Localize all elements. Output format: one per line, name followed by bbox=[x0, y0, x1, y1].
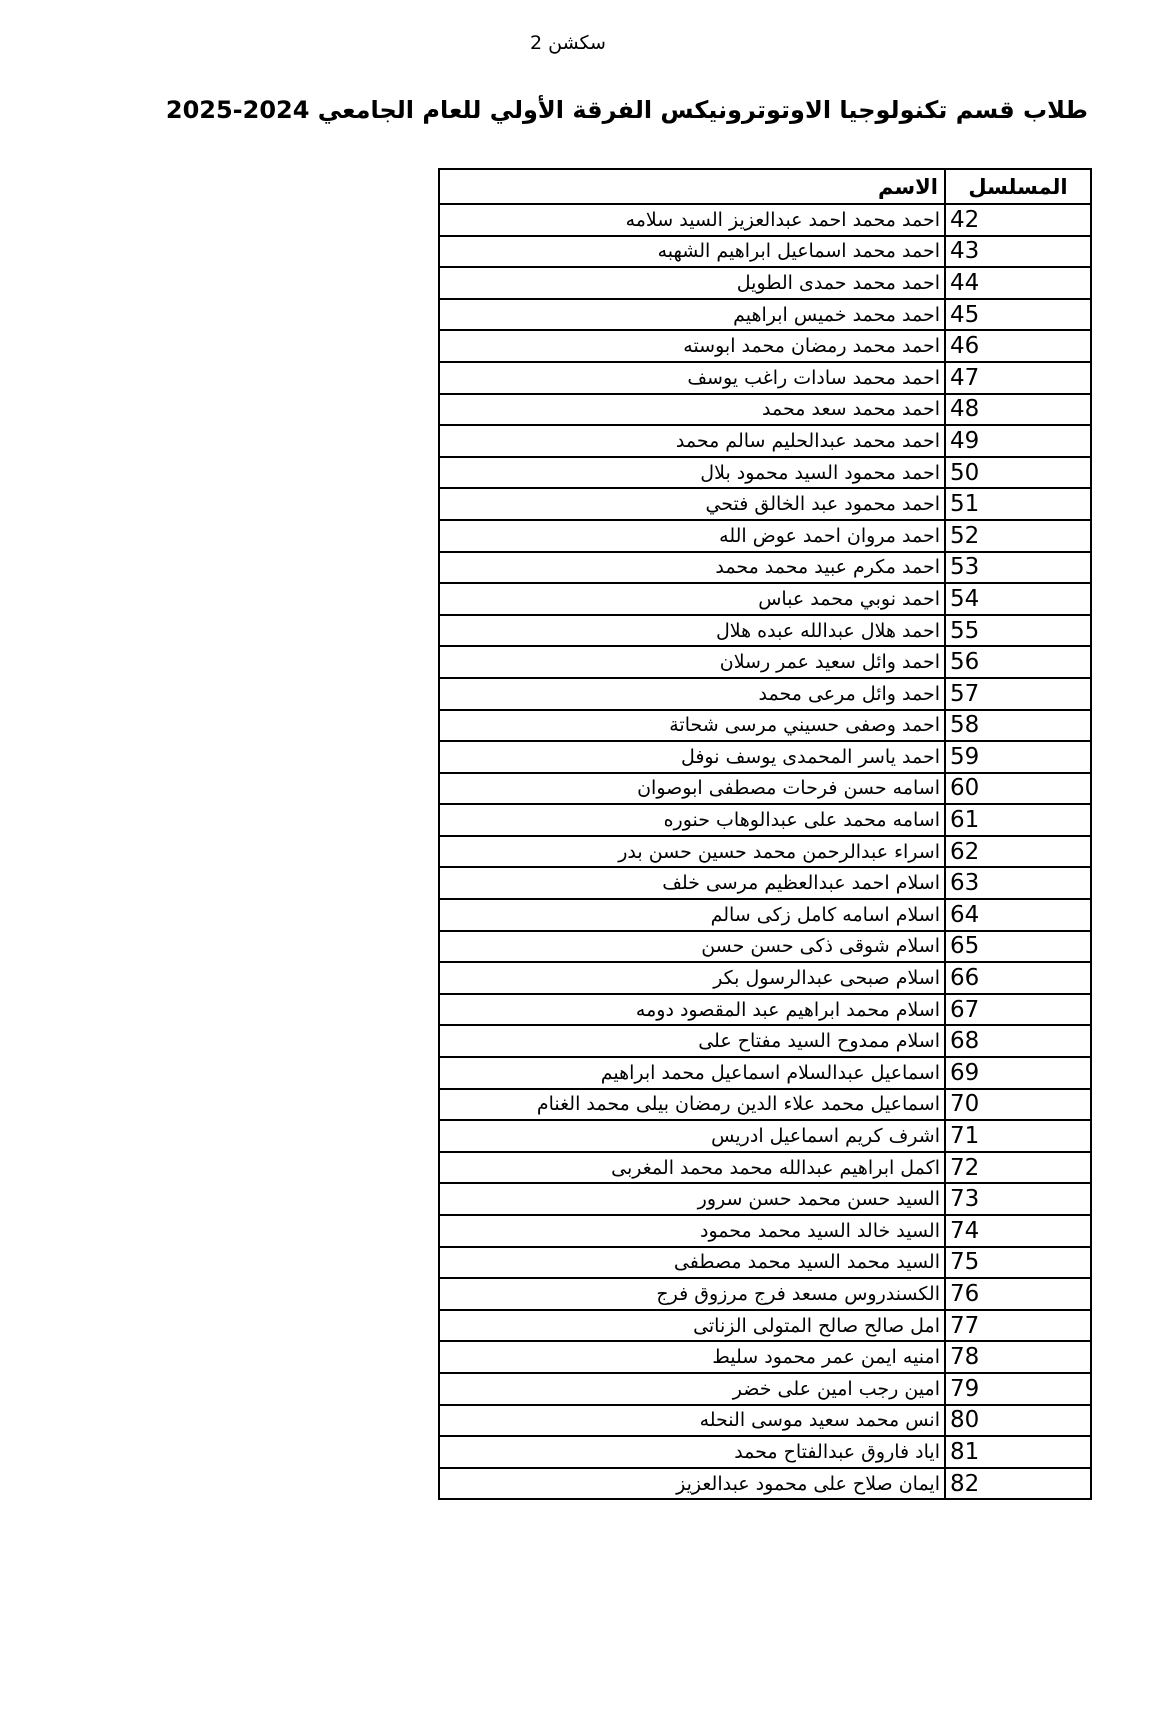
table-row bbox=[439, 1057, 1091, 1089]
serial-number-cell: 78 bbox=[945, 1341, 1091, 1373]
student-name-cell: اسلام ممدوح السيد مفتاح على bbox=[439, 1025, 945, 1057]
serial-number-cell: 57 bbox=[945, 678, 1091, 710]
serial-column-header: المسلسل bbox=[945, 169, 1091, 204]
serial-number-cell: 60 bbox=[945, 773, 1091, 805]
table-row bbox=[439, 267, 1091, 299]
table-row bbox=[439, 457, 1091, 489]
student-name-cell: احمد محمد خميس ابراهيم bbox=[439, 299, 945, 331]
student-name-cell: احمد محمد رمضان محمد ابوسته bbox=[439, 330, 945, 362]
table-row bbox=[439, 962, 1091, 994]
student-name-cell: احمد مروان احمد عوض الله bbox=[439, 520, 945, 552]
student-name-cell: السيد خالد السيد محمد محمود bbox=[439, 1215, 945, 1247]
table-row bbox=[439, 362, 1091, 394]
table-row bbox=[439, 1405, 1091, 1437]
serial-number-cell: 46 bbox=[945, 330, 1091, 362]
table-row bbox=[439, 1152, 1091, 1184]
student-name-cell: احمد محمد سادات راغب يوسف bbox=[439, 362, 945, 394]
student-name-cell: انس محمد سعيد موسى النحله bbox=[439, 1405, 945, 1437]
table-row bbox=[439, 299, 1091, 331]
serial-number-cell: 43 bbox=[945, 236, 1091, 268]
student-name-cell: اشرف كريم اسماعيل ادريس bbox=[439, 1120, 945, 1152]
serial-number-cell: 44 bbox=[945, 267, 1091, 299]
student-name-cell: احمد محمد سعد محمد bbox=[439, 394, 945, 426]
student-name-cell: احمد مكرم عبيد محمد محمد bbox=[439, 552, 945, 584]
table-row bbox=[439, 520, 1091, 552]
serial-number-cell: 82 bbox=[945, 1468, 1091, 1500]
serial-number-cell: 80 bbox=[945, 1405, 1091, 1437]
table-row bbox=[439, 867, 1091, 899]
serial-number-cell: 69 bbox=[945, 1057, 1091, 1089]
serial-number-cell: 56 bbox=[945, 646, 1091, 678]
serial-number-cell: 65 bbox=[945, 931, 1091, 963]
serial-number-cell: 48 bbox=[945, 394, 1091, 426]
student-name-cell: الكسندروس مسعد فرج مرزوق فرج bbox=[439, 1278, 945, 1310]
table-row bbox=[439, 1247, 1091, 1279]
table-row bbox=[439, 394, 1091, 426]
table-row bbox=[439, 425, 1091, 457]
table-row bbox=[439, 994, 1091, 1026]
serial-number-cell: 47 bbox=[945, 362, 1091, 394]
serial-number-cell: 45 bbox=[945, 299, 1091, 331]
student-name-cell: اسراء عبدالرحمن محمد حسين حسن بدر bbox=[439, 836, 945, 868]
table-row bbox=[439, 1436, 1091, 1468]
student-name-cell: احمد نوبي محمد عباس bbox=[439, 583, 945, 615]
table-row bbox=[439, 583, 1091, 615]
student-name-cell: اسامه حسن فرحات مصطفى ابوصوان bbox=[439, 773, 945, 805]
student-name-cell: احمد وائل مرعى محمد bbox=[439, 678, 945, 710]
serial-number-cell: 67 bbox=[945, 994, 1091, 1026]
serial-number-cell: 66 bbox=[945, 962, 1091, 994]
serial-number-cell: 71 bbox=[945, 1120, 1091, 1152]
serial-number-cell: 74 bbox=[945, 1215, 1091, 1247]
student-name-cell: احمد محمد عبدالحليم سالم محمد bbox=[439, 425, 945, 457]
student-name-cell: احمد محمد احمد عبدالعزيز السيد سلامه bbox=[439, 204, 945, 236]
student-name-cell: احمد ياسر المحمدى يوسف نوفل bbox=[439, 741, 945, 773]
student-name-cell: احمد محمد حمدى الطويل bbox=[439, 267, 945, 299]
serial-number-cell: 58 bbox=[945, 710, 1091, 742]
table-row bbox=[439, 1025, 1091, 1057]
serial-number-cell: 59 bbox=[945, 741, 1091, 773]
serial-number-cell: 72 bbox=[945, 1152, 1091, 1184]
table-row bbox=[439, 1468, 1091, 1500]
table-row bbox=[439, 710, 1091, 742]
serial-number-cell: 49 bbox=[945, 425, 1091, 457]
student-name-cell: اسماعيل عبدالسلام اسماعيل محمد ابراهيم bbox=[439, 1057, 945, 1089]
serial-number-cell: 62 bbox=[945, 836, 1091, 868]
table-row bbox=[439, 615, 1091, 647]
student-name-cell: احمد وصفى حسيني مرسى شحاتة bbox=[439, 710, 945, 742]
student-name-cell: اسامه محمد على عبدالوهاب حنوره bbox=[439, 804, 945, 836]
serial-number-cell: 73 bbox=[945, 1183, 1091, 1215]
section-label: سكشن 2 bbox=[530, 32, 606, 54]
student-name-cell: احمد محمد اسماعيل ابراهيم الشهبه bbox=[439, 236, 945, 268]
student-name-cell: امل صالح صالح المتولى الزناتى bbox=[439, 1310, 945, 1342]
student-name-cell: السيد حسن محمد حسن سرور bbox=[439, 1183, 945, 1215]
name-column-header: الاسم bbox=[439, 169, 945, 204]
table-row bbox=[439, 836, 1091, 868]
student-name-cell: ايمان صلاح على محمود عبدالعزيز bbox=[439, 1468, 945, 1500]
table-row bbox=[439, 1310, 1091, 1342]
table-row bbox=[439, 1183, 1091, 1215]
table-row bbox=[439, 1341, 1091, 1373]
table-row bbox=[439, 552, 1091, 584]
serial-number-cell: 77 bbox=[945, 1310, 1091, 1342]
table-body bbox=[439, 204, 1091, 1499]
student-name-cell: السيد محمد السيد محمد مصطفى bbox=[439, 1247, 945, 1279]
serial-number-cell: 70 bbox=[945, 1089, 1091, 1121]
serial-number-cell: 53 bbox=[945, 552, 1091, 584]
serial-number-cell: 75 bbox=[945, 1247, 1091, 1279]
table-row bbox=[439, 1120, 1091, 1152]
serial-number-cell: 76 bbox=[945, 1278, 1091, 1310]
serial-number-cell: 55 bbox=[945, 615, 1091, 647]
table-row bbox=[439, 931, 1091, 963]
table-row bbox=[439, 646, 1091, 678]
serial-number-cell: 52 bbox=[945, 520, 1091, 552]
student-name-cell: احمد محمود عبد الخالق فتحي bbox=[439, 488, 945, 520]
table-row bbox=[439, 1089, 1091, 1121]
table-row bbox=[439, 236, 1091, 268]
table-row bbox=[439, 488, 1091, 520]
student-name-cell: اسلام اسامه كامل زكى سالم bbox=[439, 899, 945, 931]
student-name-cell: احمد هلال عبدالله عبده هلال bbox=[439, 615, 945, 647]
serial-number-cell: 42 bbox=[945, 204, 1091, 236]
table-row bbox=[439, 741, 1091, 773]
student-roster-table bbox=[438, 168, 1092, 1500]
table-row bbox=[439, 1373, 1091, 1405]
table-row bbox=[439, 804, 1091, 836]
table-row bbox=[439, 330, 1091, 362]
student-name-cell: احمد وائل سعيد عمر رسلان bbox=[439, 646, 945, 678]
table-header-row bbox=[439, 169, 1091, 204]
serial-number-cell: 68 bbox=[945, 1025, 1091, 1057]
table-row bbox=[439, 899, 1091, 931]
student-name-cell: اسلام محمد ابراهيم عبد المقصود دومه bbox=[439, 994, 945, 1026]
table-row bbox=[439, 204, 1091, 236]
student-name-cell: امين رجب امين على خضر bbox=[439, 1373, 945, 1405]
student-name-cell: اسلام صبحى عبدالرسول بكر bbox=[439, 962, 945, 994]
serial-number-cell: 63 bbox=[945, 867, 1091, 899]
student-name-cell: اسماعيل محمد علاء الدين رمضان بيلى محمد الغنام bbox=[439, 1089, 945, 1121]
serial-number-cell: 51 bbox=[945, 488, 1091, 520]
serial-number-cell: 79 bbox=[945, 1373, 1091, 1405]
serial-number-cell: 61 bbox=[945, 804, 1091, 836]
table-row bbox=[439, 1278, 1091, 1310]
student-name-cell: اياد فاروق عبدالفتاح محمد bbox=[439, 1436, 945, 1468]
student-name-cell: امنيه ايمن عمر محمود سليط bbox=[439, 1341, 945, 1373]
table-row bbox=[439, 678, 1091, 710]
document-title: طلاب قسم تكنولوجيا الاوتوترونيكس الفرقة الأولي للعام الجامعي 2024-2025 bbox=[165, 96, 1088, 124]
serial-number-cell: 64 bbox=[945, 899, 1091, 931]
serial-number-cell: 50 bbox=[945, 457, 1091, 489]
student-name-cell: اسلام احمد عبدالعظيم مرسى خلف bbox=[439, 867, 945, 899]
student-name-cell: اكمل ابراهيم عبدالله محمد محمد المغربى bbox=[439, 1152, 945, 1184]
table-row bbox=[439, 1215, 1091, 1247]
serial-number-cell: 54 bbox=[945, 583, 1091, 615]
serial-number-cell: 81 bbox=[945, 1436, 1091, 1468]
student-name-cell: احمد محمود السيد محمود بلال bbox=[439, 457, 945, 489]
table-row bbox=[439, 773, 1091, 805]
student-name-cell: اسلام شوقى ذكى حسن حسن bbox=[439, 931, 945, 963]
